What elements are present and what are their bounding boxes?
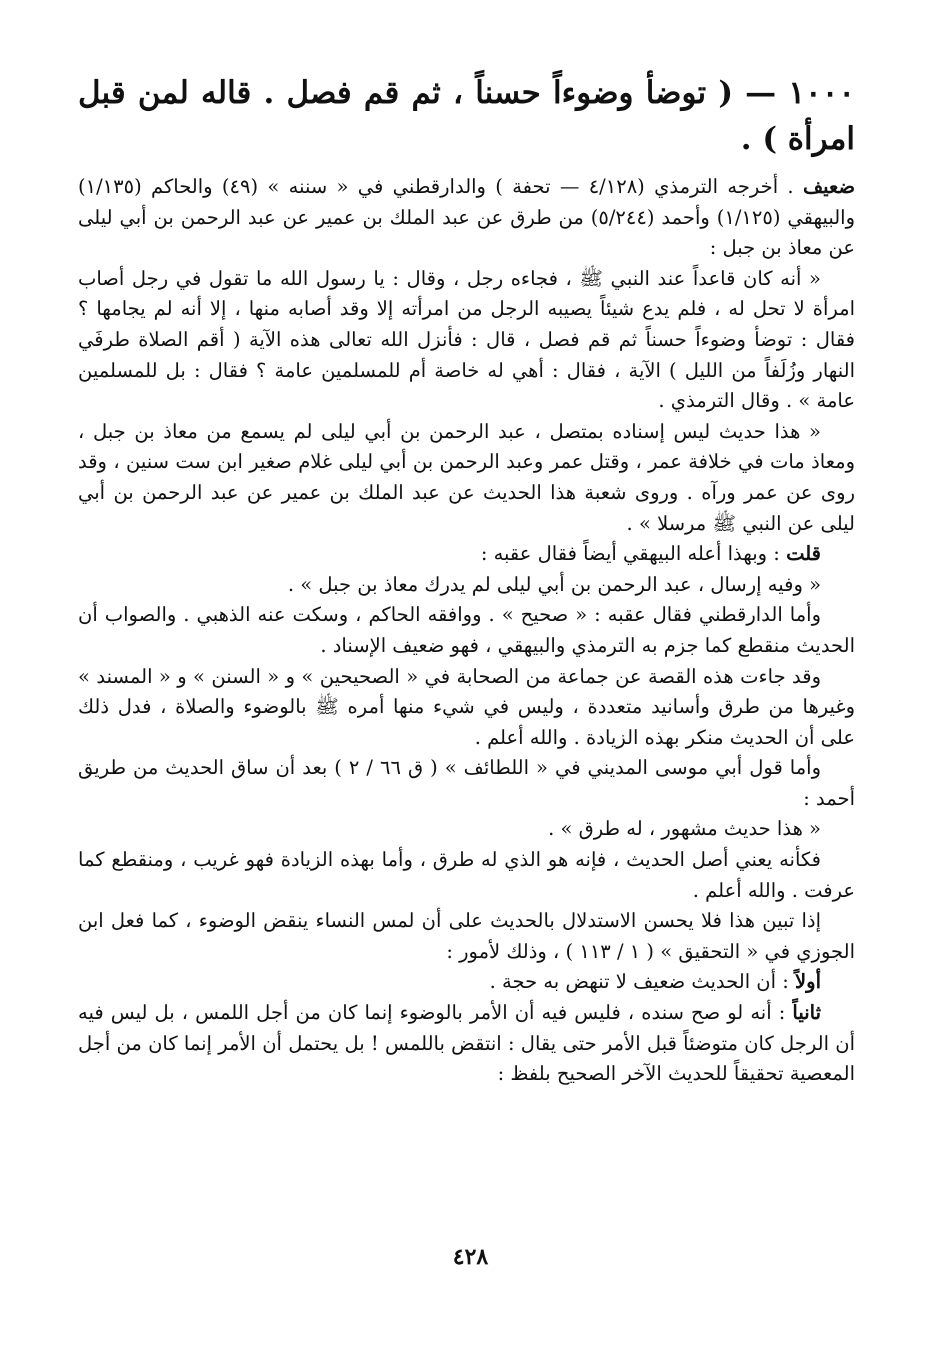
hadith-heading: ١٠٠٠ — ( توضأ وضوءاً حسناً ، ثم قم فصل . قاله لمن قبل امرأة ) . (78, 75, 855, 157)
page-number: ٤٢٨ (452, 1244, 489, 1270)
commentary-body (78, 172, 855, 1090)
paragraph-text: « هذا حديث ليس إسناده بمتصل ، عبد الرحمن بن أبي ليلى لم يسمع من معاذ بن جبل ، ومعاذ مات في خلافة عمر ، وقتل عمر وعبد الرحمن بن أبي ليلى غلام صغير ابن ست سنين ، وقد روى عن عمر ورآه . وروى شعبة هذا الحديث عن عبد الملك بن عمير عن عبد الرحمن بن أبي ليلى عن النبي ﷺ مرسلا » . (78, 419, 855, 535)
paragraph-text: : وبهذا أعله البيهقي أيضاً فقال عقبه : (480, 542, 780, 566)
paragraph-lead: قلت (786, 542, 821, 566)
paragraph-other-narrations (78, 662, 855, 754)
paragraph-text: فكأنه يعني أصل الحديث ، فإنه هو الذي له طرق ، وأما بهذه الزيادة فهو غريب ، ومنقطع كما عرفت . والله أعلم . (78, 848, 855, 902)
paragraph-lead: ثانياً (792, 1001, 821, 1025)
paragraph-explanation (78, 845, 855, 906)
paragraph-qultu (78, 539, 855, 570)
paragraph-grading (78, 172, 855, 264)
paragraph-conclusion (78, 906, 855, 967)
paragraph-text: وقد جاءت هذه القصة عن جماعة من الصحابة في « الصحيحين » و « السنن » و « المسند » وغيرها من طرق وأسانيد متعددة ، وليس في شيء منها أمره ﷺ بالوضوء والصلاة ، فدل ذلك على أن الحديث منكر بهذه الزيادة . والله أعلم . (78, 664, 855, 749)
paragraph-lead: أولاً (795, 970, 821, 994)
paragraph-madini-quote (78, 814, 855, 845)
paragraph-tirmidhi-quote (78, 417, 855, 539)
paragraph-text: « وفيه إرسال ، عبد الرحمن بن أبي ليلى لم يدرك معاذ بن جبل » . (287, 572, 821, 596)
paragraph-text: إذا تبين هذا فلا يحسن الاستدلال بالحديث على أن لمس النساء ينقض الوضوء ، كما فعل ابن الجوزي في « التحقيق » ( ١ / ١١٣ ) ، وذلك لأمور : (78, 909, 855, 963)
paragraph-first-point (78, 967, 855, 998)
paragraph-text: وأما قول أبي موسى المديني في « اللطائف » ( ق ٦٦ / ٢ ) بعد أن ساق الحديث من طريق أحمد : (78, 756, 855, 810)
paragraph-text: : أن الحديث ضعيف لا تنهض به حجة . (489, 970, 789, 994)
paragraph-hadith-text (78, 264, 855, 417)
paragraph-second-point (78, 998, 855, 1090)
paragraph-text: . أخرجه الترمذي (٤/١٢٨ — تحفة ) والدارقطني في « سننه » (٤٩) والحاكم (١/١٣٥) والبيهقي (١/١٢٥) وأحمد (٥/٢٤٤) من طرق عن عبد الملك بن عمير عن عبد الرحمن بن أبي ليلى عن معاذ بن جبل : (78, 175, 855, 260)
paragraph-daraqutni (78, 600, 855, 661)
paragraph-text: « هذا حديث مشهور ، له طرق » . (548, 817, 821, 841)
paragraph-text: : أنه لو صح سنده ، فليس فيه أن الأمر بالوضوء إنما كان من أجل اللمس ، بل ليس فيه أن الرجل كان متوضئاً قبل الأمر حتى يقال : انتقض باللمس ! بل يحتمل أن الأمر إنما كان من أجل المعصية تحقيقاً للحديث الآخر الصحيح بلفظ : (78, 1001, 855, 1086)
paragraph-madini (78, 753, 855, 814)
paragraph-text: وأما الدارقطني فقال عقبه : « صحيح » . ووافقه الحاكم ، وسكت عنه الذهبي . والصواب أن الحديث منقطع كما جزم به الترمذي والبيهقي ، فهو ضعيف الإسناد . (78, 603, 855, 657)
paragraph-lead: ضعيف (802, 175, 856, 198)
paragraph-text: « أنه كان قاعداً عند النبي ﷺ ، فجاءه رجل ، وقال : يا رسول الله ما تقول في رجل أصاب امرأة لا تحل له ، فلم يدع شيئاً يصيبه الرجل من امرأته إلا وقد أصابه منها ، إلا أنه لم يجامها ؟ فقال : توضأ وضوءاً حسناً ثم قم فصل ، قال : فأنزل الله تعالى هذه الآية ( أقم الصلاة طرفَي النهار وزُلَفاً من الليل ) الآية ، فقال : أهي له خاصة أم للمسلمين عامة ؟ فقال : بل للمسلمين عامة » . وقال الترمذي . (78, 266, 855, 413)
paragraph-bayhaqi-quote (78, 570, 855, 601)
